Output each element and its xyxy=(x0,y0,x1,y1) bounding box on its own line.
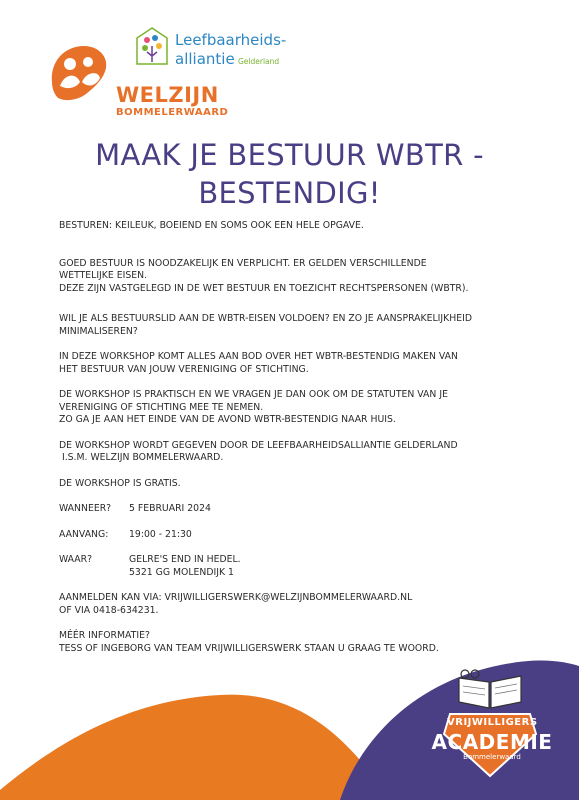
para-4-line-3: ZO GA JE AAN HET EINDE VAN DE AVOND WBTR-BESTENDIG NAAR HUIS. xyxy=(59,414,396,425)
para-2-line-1: WIL JE ALS BESTUURSLID AAN DE WBTR-EISEN VOLDOEN? EN ZO JE AANSPRAKELIJKHEID xyxy=(59,313,473,324)
intro-text: BESTUREN: KEILEUK, BOEIEND EN SOMS OOK EEN HELE OPGAVE. xyxy=(59,220,364,231)
para-1-line-3: DEZE ZIJN VASTGELEGD IN DE WET BESTUUR EN TOEZICHT RECHTSPERSONEN (WBTR). xyxy=(59,282,469,294)
where-value-line-2: 5321 GG MOLENDIJK 1 xyxy=(129,566,234,578)
flyer-body xyxy=(59,220,529,655)
alliantie-region: Gelderland xyxy=(238,57,280,66)
signup-line-2: OF VIA 0418-634231. xyxy=(59,604,159,616)
when-row xyxy=(59,503,529,516)
welzijn-region: BOMMELERWAARD xyxy=(116,107,229,118)
where-value xyxy=(129,554,241,579)
para-3-line-2: HET BESTUUR VAN JOUW VERENIGING OF STICHTING. xyxy=(59,363,309,375)
para-1-line-2: WETTELIJKE EISEN. xyxy=(59,270,148,281)
welzijn-logo-icon xyxy=(48,42,110,104)
para-5-line-1: DE WORKSHOP WORDT GEGEVEN DOOR DE LEEFBAARHEIDSALLIANTIE GELDERLAND xyxy=(59,439,458,451)
title-line-1: MAAK JE BESTUUR WBTR - xyxy=(95,138,484,172)
para-3-line-1: IN DEZE WORKSHOP KOMT ALLES AAN BOD OVER HET WBTR-BESTENDIG MAKEN VAN xyxy=(59,351,458,362)
when-value: 5 FEBRUARI 2024 xyxy=(129,503,211,514)
when-label: WANNEER? xyxy=(59,503,112,514)
start-label: AANVANG: xyxy=(59,528,109,540)
para-4-line-1: DE WORKSHOP IS PRAKTISCH EN WE VRAGEN JE DAN OOK OM DE STATUTEN VAN JE xyxy=(59,389,448,400)
more-info-line-1: MÉÉR INFORMATIE? xyxy=(59,630,150,641)
where-label: WAAR? xyxy=(59,554,93,565)
alliantie-name-line1: Leefbaarheids- xyxy=(175,31,287,49)
page-title xyxy=(40,136,539,212)
alliantie-logo-icon xyxy=(135,26,169,66)
signup-line-1: AANMELDEN KAN VIA: VRIJWILLIGERSWERK@WELZIJNBOMMELERWAARD.NL xyxy=(59,592,413,603)
academie-line-3: Bommelerwaard xyxy=(463,753,521,761)
title-line-2: BESTENDIG! xyxy=(198,176,381,210)
more-info-line-2: TESS OF INGEBORG VAN TEAM VRIJWILLIGERSWERK STAAN U GRAAG TE WOORD. xyxy=(59,642,439,654)
free-text: DE WORKSHOP IS GRATIS. xyxy=(59,477,181,489)
academie-line-2: ACADEMIE xyxy=(431,730,553,754)
start-value: 19:00 - 21:30 xyxy=(129,528,192,540)
leefbaarheidsalliantie-logo xyxy=(135,26,305,72)
start-row xyxy=(59,529,529,542)
alliantie-name-line2: alliantie xyxy=(175,50,235,68)
para-5-line-2: I.S.M. WELZIJN BOMMELERWAARD. xyxy=(59,452,224,463)
para-1-line-1: GOED BESTUUR IS NOODZAKELIJK EN VERPLICHT. ER GELDEN VERSCHILLENDE xyxy=(59,257,427,269)
where-value-line-1: GELRE'S END IN HEDEL. xyxy=(129,554,241,565)
where-row xyxy=(59,554,529,579)
orange-wave xyxy=(0,695,390,800)
welzijn-name: WELZIJN xyxy=(116,83,219,107)
para-2-line-2: MINIMALISEREN? xyxy=(59,325,138,337)
book-icon xyxy=(455,668,525,712)
para-4-line-2: VERENIGING OF STICHTING MEE TE NEMEN. xyxy=(59,401,264,413)
academie-line-1: VRIJWILLIGERS xyxy=(447,717,538,728)
